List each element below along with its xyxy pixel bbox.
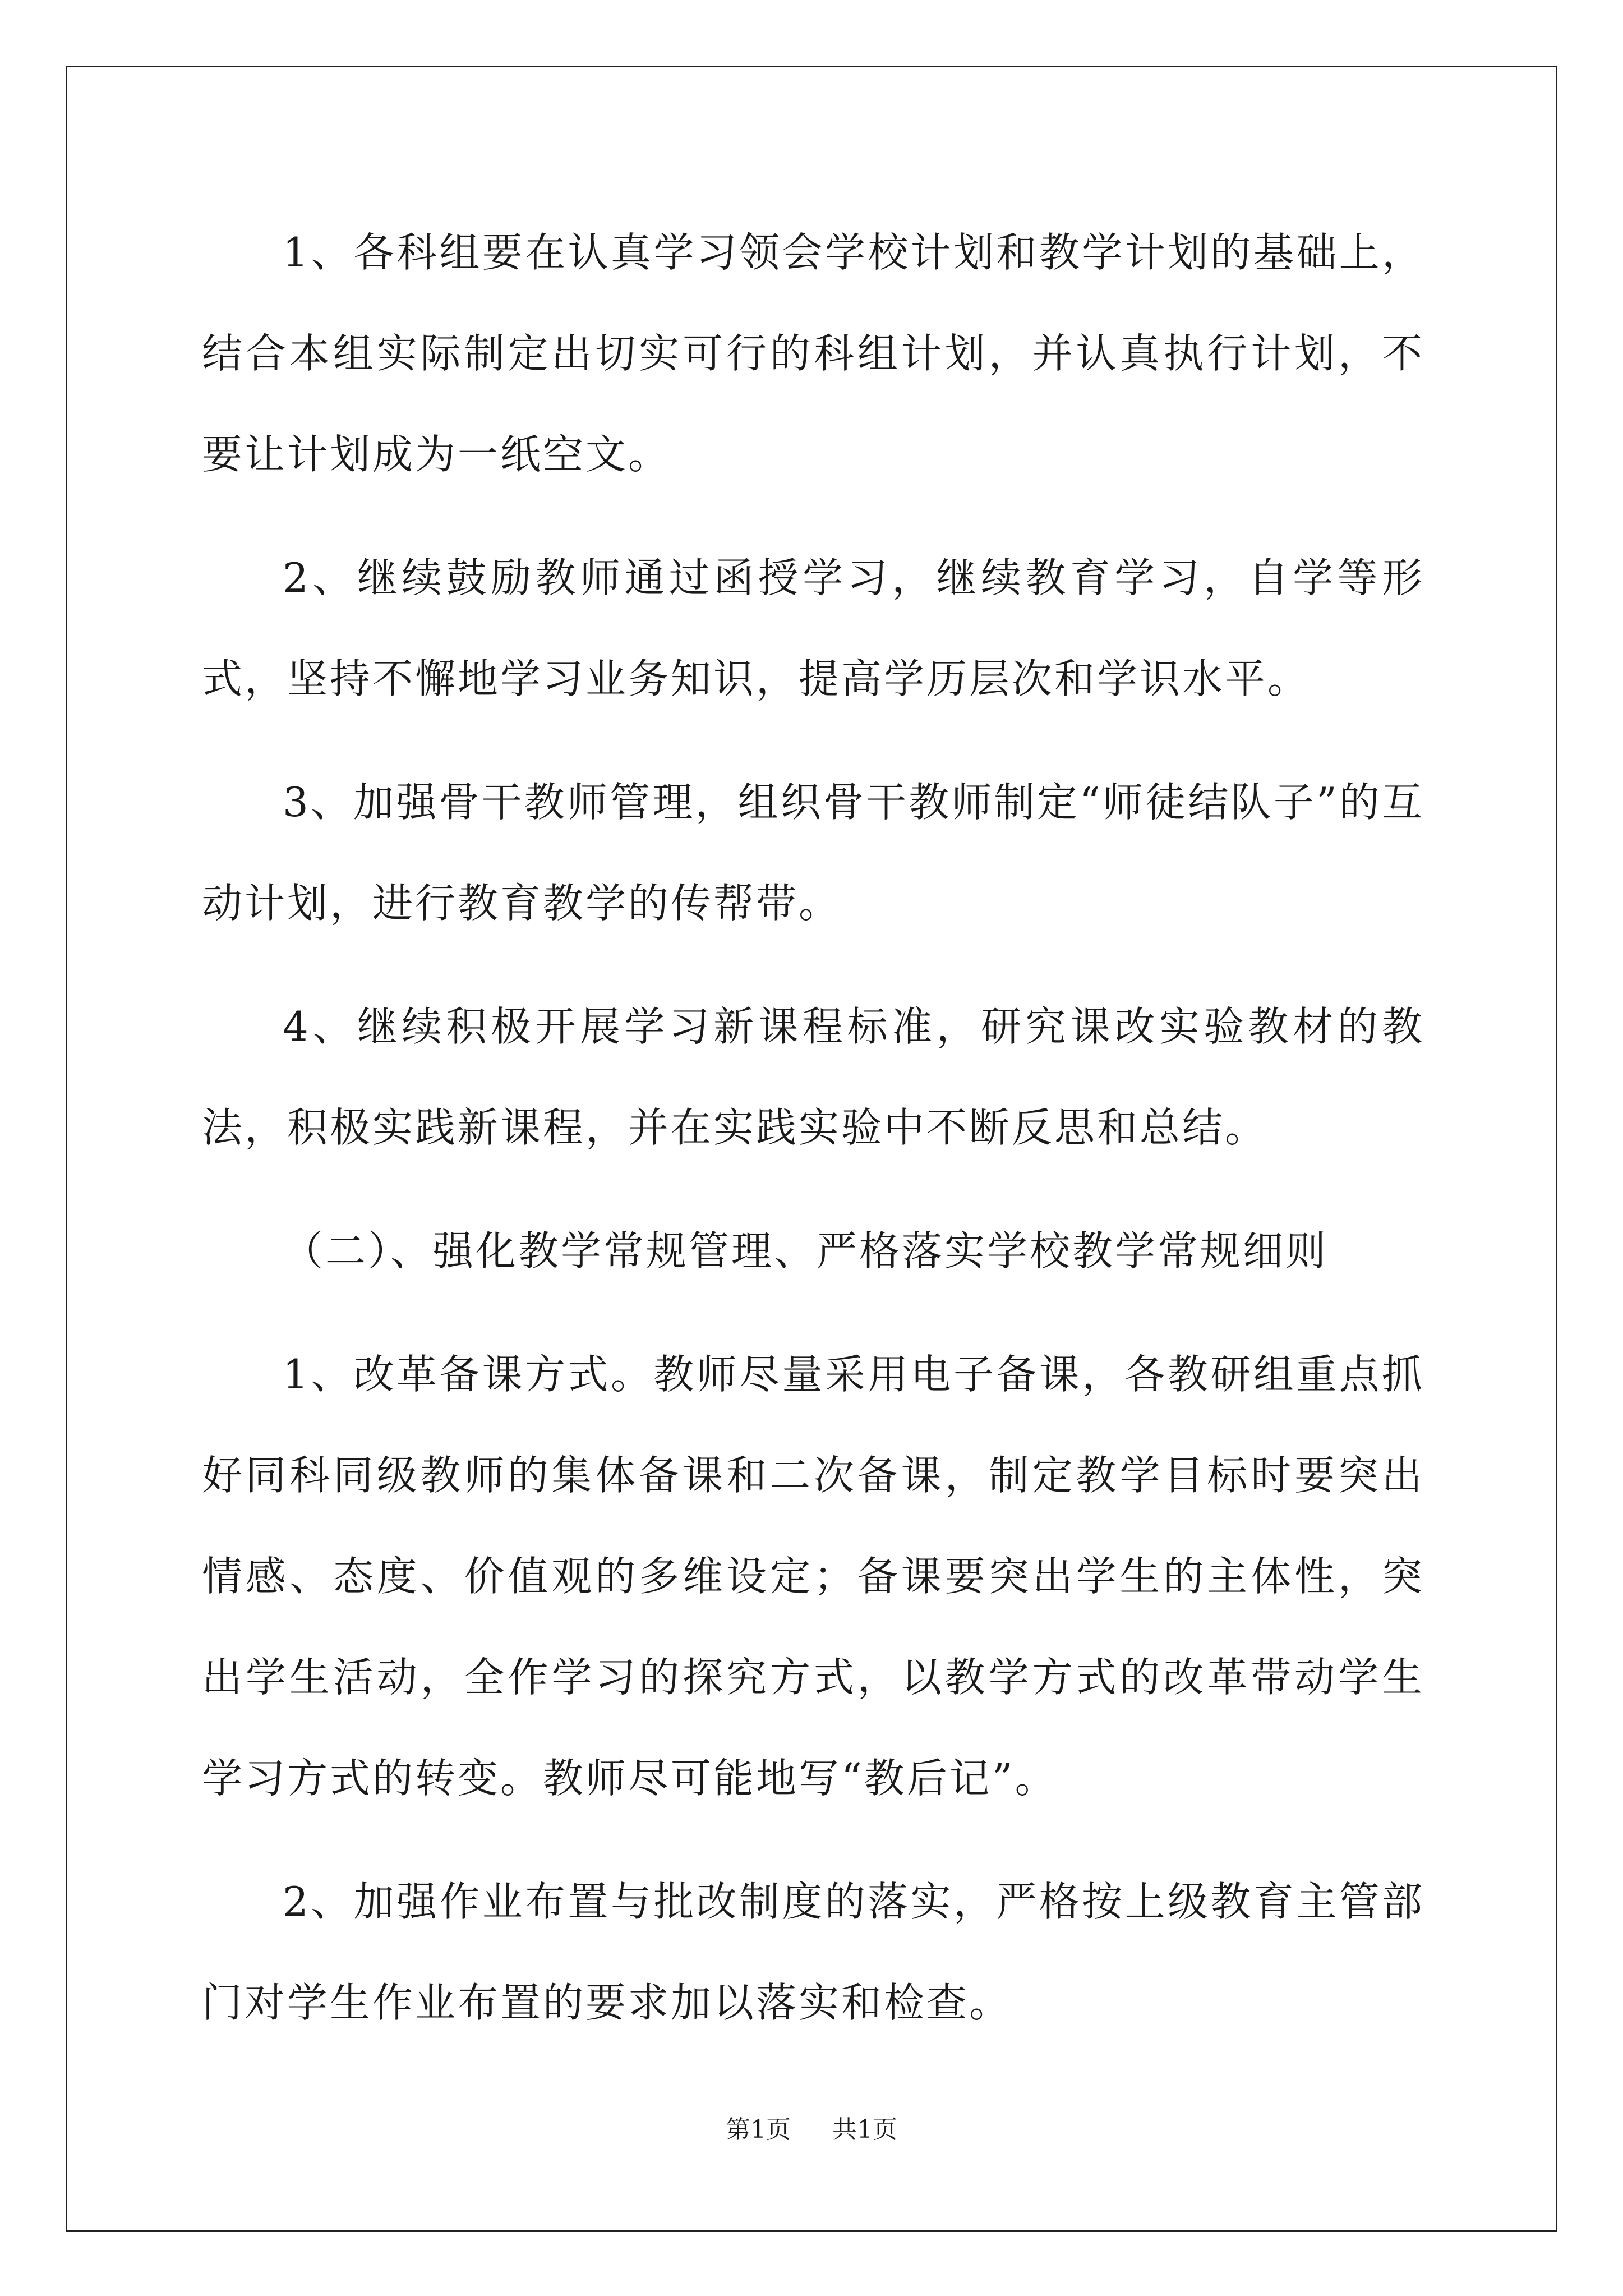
page-number-total: 共1页 bbox=[832, 2115, 897, 2144]
document-body bbox=[202, 202, 1424, 2053]
paragraph-5: 1、改革备课方式。教师尽量采用电子备课，各教研组重点抓好同科同级教师的集体备课和二次备课，制定教学目标时要突出情感、态度、价值观的多维设定；备课要突出学生的主体性，突出学生活动，全作学习的探究方式，以教学方式的改革带动学生学习方式的转变。教师尽可能地写“教后记”。 bbox=[202, 1351, 1424, 1802]
paragraph-4: 4、继续积极开展学习新课程标准，研究课改实验教材的教法，积极实践新课程，并在实践实验中不断反思和总结。 bbox=[202, 1003, 1424, 1151]
paragraph-6: 2、加强作业布置与批改制度的落实，严格按上级教育主管部门对学生作业布置的要求加以落实和检查。 bbox=[202, 1878, 1424, 2026]
paragraph-3: 3、加强骨干教师管理，组织骨干教师制定“师徒结队子”的互动计划，进行教育教学的传帮带。 bbox=[202, 779, 1424, 927]
page-footer bbox=[0, 2109, 1623, 2145]
page-number-current: 第1页 bbox=[726, 2115, 791, 2144]
section-heading: （二）、强化教学常规管理、严格落实学校教学常规细则 bbox=[283, 1227, 1329, 1274]
paragraph-1: 1、各科组要在认真学习领会学校计划和教学计划的基础上，结合本组实际制定出切实可行的科组计划，并认真执行计划，不要让计划成为一纸空文。 bbox=[202, 229, 1424, 478]
paragraph-2: 2、继续鼓励教师通过函授学习，继续教育学习，自学等形式，坚持不懈地学习业务知识，提高学历层次和学识水平。 bbox=[202, 554, 1424, 702]
